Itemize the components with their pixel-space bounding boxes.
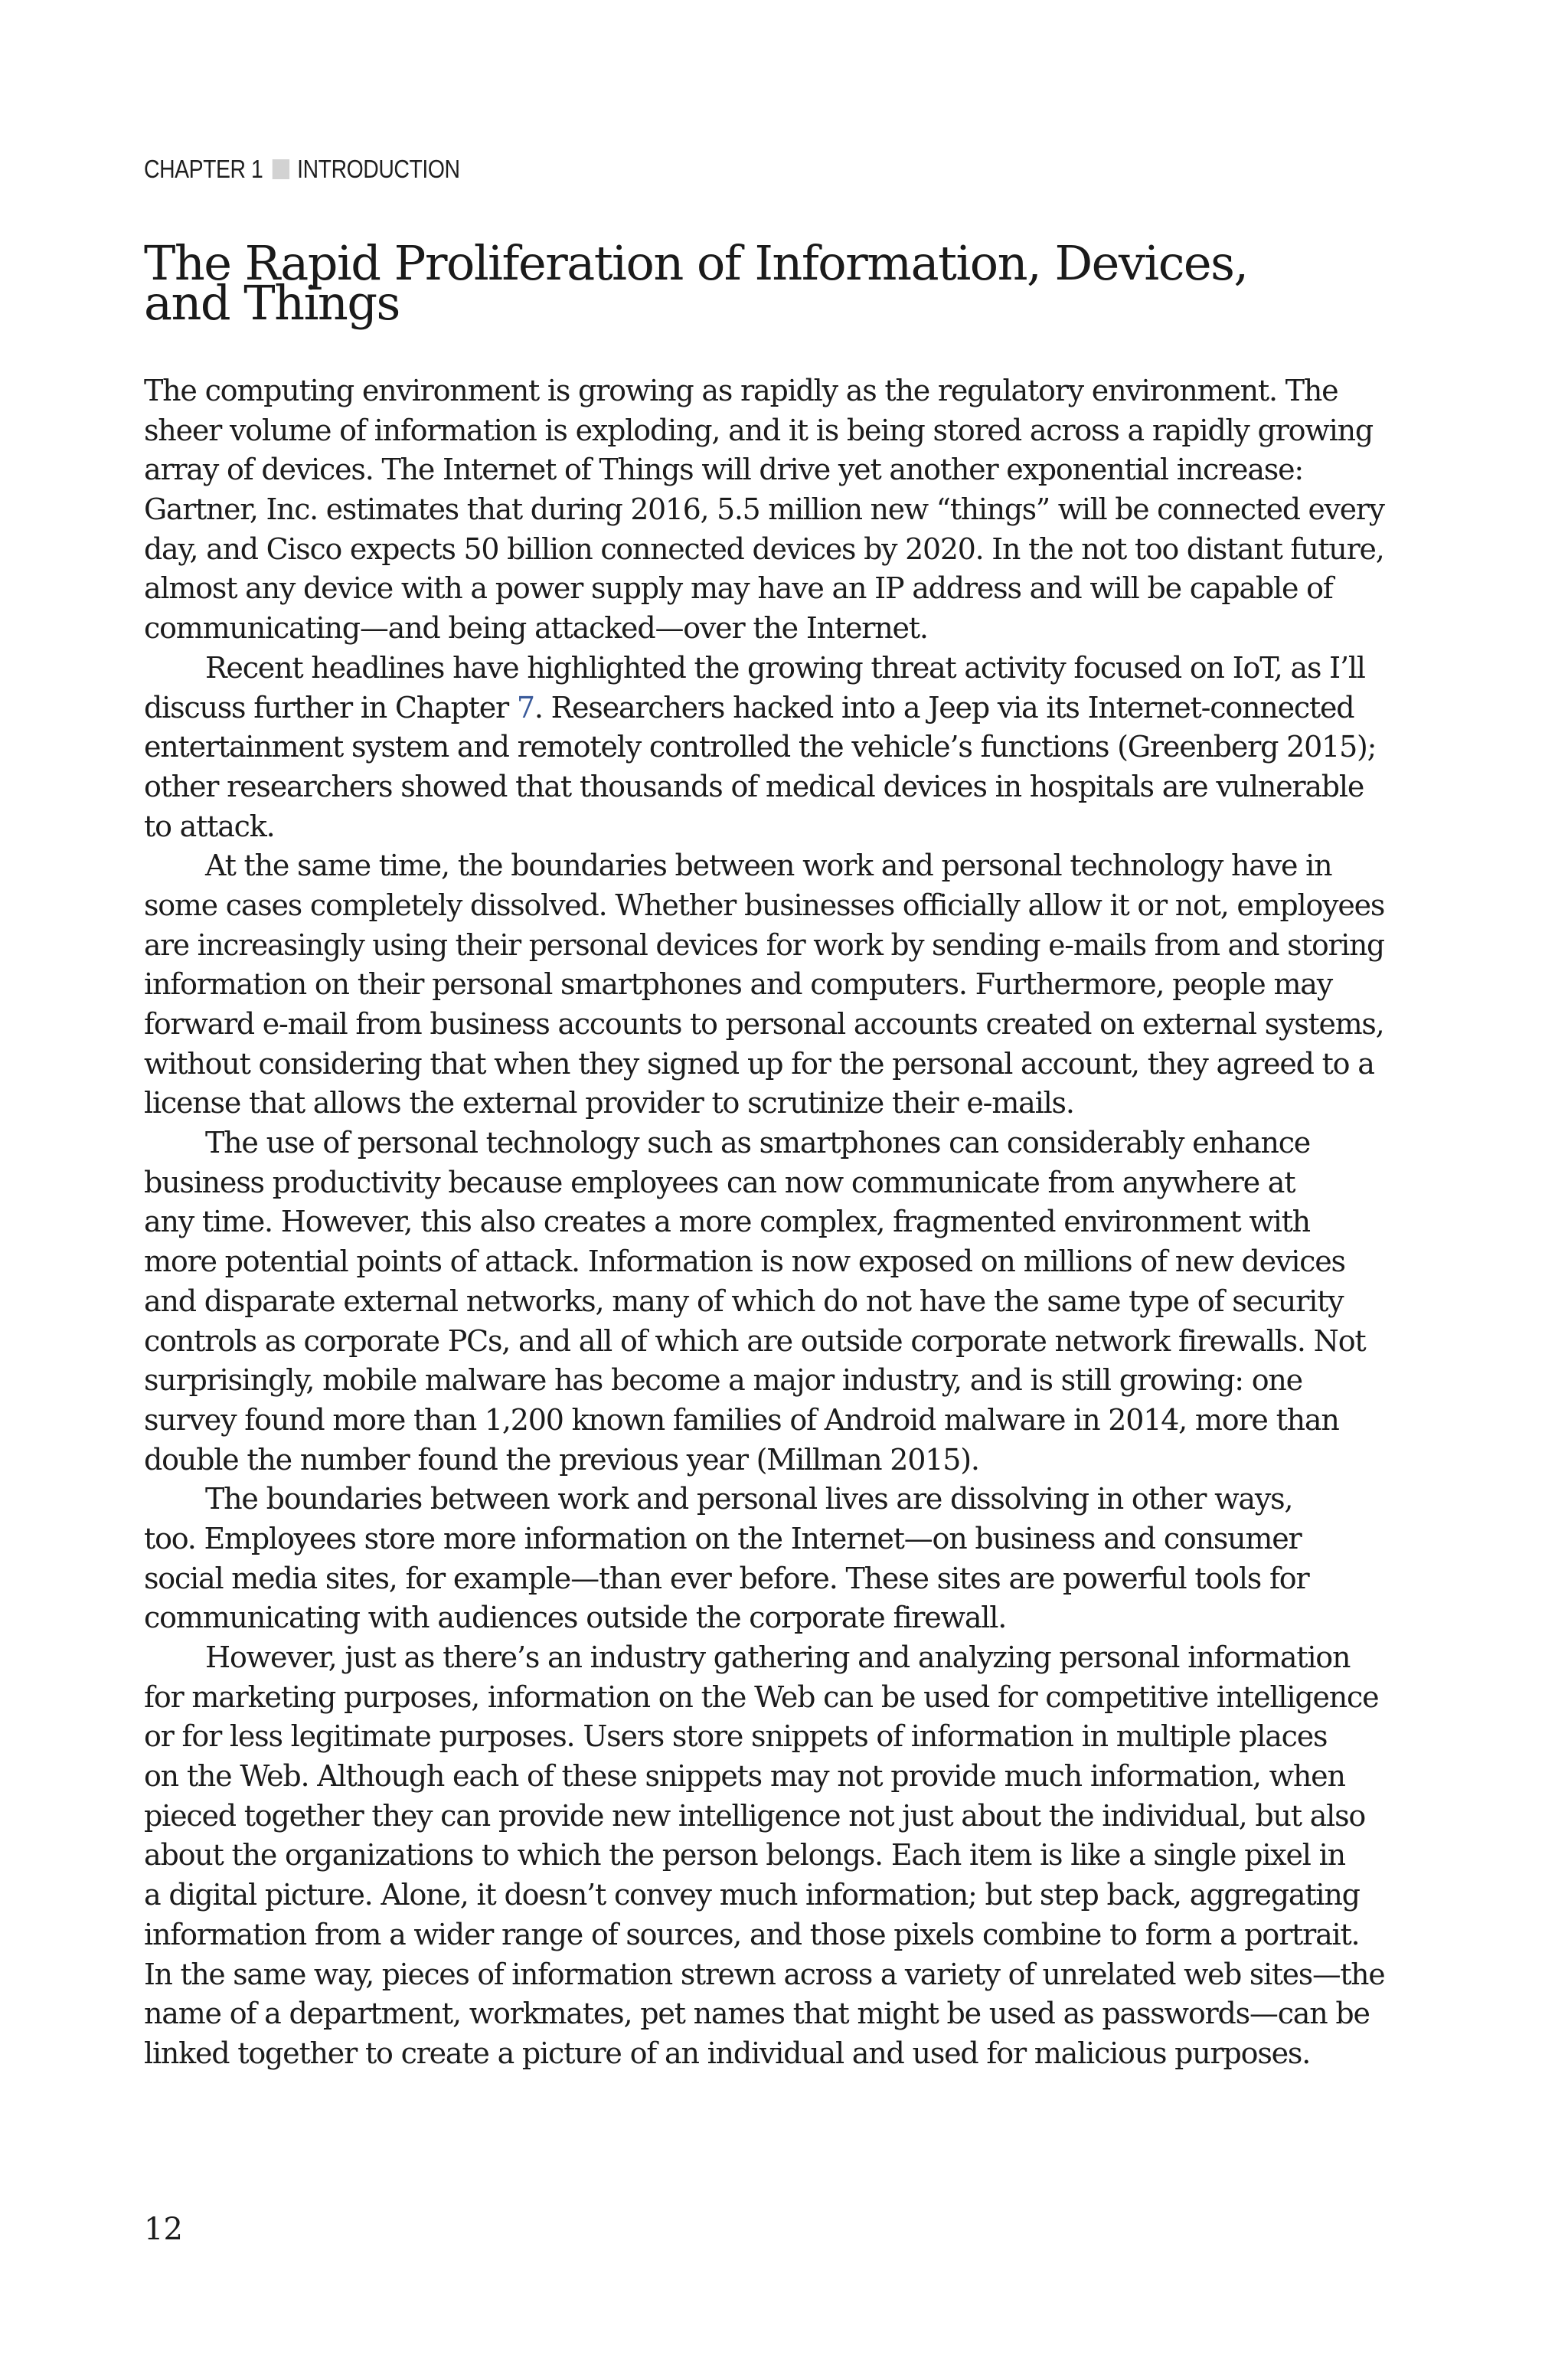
text-line: for marketing purposes, information on the Web can be used for competitive intelligence [144,1680,1379,1714]
paragraph [144,1124,1384,1480]
text-line: controls as corporate PCs, and all of which are outside corporate network firewalls. Not [144,1323,1366,1358]
text-fragment: . Researchers hacked into a Jeep via its Internet-connected [534,690,1354,725]
text-line: business productivity because employees can now communicate from anywhere at [144,1165,1295,1199]
text-line: The boundaries between work and personal lives are dissolving in other ways, [205,1482,1293,1516]
text-line: At the same time, the boundaries between work and personal technology have in [205,849,1332,883]
text-line: survey found more than 1,200 known families of Android malware in 2014, more than [144,1402,1339,1437]
text-line: information on their personal smartphones and computers. Furthermore, people may [144,967,1333,1002]
text-line: double the number found the previous year (Millman 2015). [144,1442,979,1477]
text-line: without considering that when they signed up for the personal account, they agreed to a [144,1046,1374,1081]
section-title-line: and Things [144,274,400,331]
text-line: The computing environment is growing as rapidly as the regulatory environment. The [144,374,1338,407]
text-line: about the organizations to which the person belongs. Each item is like a single pixel in [144,1838,1345,1873]
paragraph [144,1638,1384,2074]
text-line: However, just as there’s an industry gathering and analyzing personal information [205,1640,1351,1674]
text-line: and disparate external networks, many of which do not have the same type of security [144,1284,1344,1318]
text-line: license that allows the external provider to scrutinize their e-mails. [144,1086,1074,1120]
paragraph [144,846,1384,1124]
text-line: are increasingly using their personal devices for work by sending e-mails from and storing [144,927,1384,962]
header-separator-square [272,159,289,179]
text-line: pieced together they can provide new intelligence not just about the individual, but also [144,1798,1366,1833]
text-line: too. Employees store more information on the Internet—on business and consumer [144,1521,1302,1555]
text-line: Recent headlines have highlighted the growing threat activity focused on IoT, as I’ll [205,650,1365,685]
text-line: communicating with audiences outside the corporate firewall. [144,1601,1007,1635]
text-line: a digital picture. Alone, it doesn’t convey much information; but step back, aggregating [144,1878,1360,1912]
paragraph [144,1480,1384,1638]
text-line: more potential points of attack. Information is now exposed on millions of new devices [144,1245,1345,1279]
paragraph [144,649,1384,846]
text-line: other researchers showed that thousands of medical devices in hospitals are vulnerable [144,769,1364,803]
text-line: day, and Cisco expects 50 billion connected devices by 2020. In the not too distant future, [144,532,1384,566]
text-line: or for less legitimate purposes. Users store snippets of information in multiple places [144,1719,1328,1754]
body-text [144,371,1384,2074]
paragraph [144,371,1384,649]
section-title [144,234,1292,331]
text-line: In the same way, pieces of information strewn across a variety of unrelated web sites—the [144,1957,1385,1991]
text-line: linked together to create a picture of an individual and used for malicious purposes. [144,2036,1311,2070]
text-line: social media sites, for example—than ever before. These sites are powerful tools for [144,1561,1309,1595]
section-title-line: The Rapid Proliferation of Information, Devices, [144,235,1248,291]
chapter-7-link[interactable]: 7 [516,690,534,725]
chapter-label: CHAPTER 1 [144,155,263,183]
text-line: entertainment system and remotely controlled the vehicle’s functions (Greenberg 2015); [144,730,1377,764]
text-line: forward e-mail from business accounts to personal accounts created on external systems, [144,1007,1384,1041]
text-line: almost any device with a power supply may have an IP address and will be capable of [144,571,1333,606]
text-line: array of devices. The Internet of Things will drive yet another exponential increase: [144,453,1303,487]
text-line: any time. However, this also creates a more complex, fragmented environment with [144,1205,1310,1239]
text-line: name of a department, workmates, pet names that might be used as passwords—can be [144,1997,1370,2031]
text-line: to attack. [144,809,275,843]
text-line: The use of personal technology such as smartphones can considerably enhance [205,1126,1311,1160]
text-line: surprisingly, mobile malware has become a major industry, and is still growing: one [144,1363,1302,1398]
text-line: some cases completely dissolved. Whether businesses officially allow it or not, employees [144,888,1385,922]
text-line: on the Web. Although each of these snippets may not provide much information, when [144,1759,1345,1794]
text-line: communicating—and being attacked—over the Internet. [144,611,928,646]
text-line-with-xref [144,689,1384,728]
running-header [144,155,460,184]
page-number: 12 [144,2212,183,2247]
section-label: INTRODUCTION [297,155,460,183]
text-fragment: discuss further in Chapter [144,690,517,725]
text-line: sheer volume of information is exploding, and it is being stored across a rapidly growing [144,413,1374,447]
text-line: Gartner, Inc. estimates that during 2016, 5.5 million new “things” will be connected every [144,492,1384,527]
text-line: information from a wider range of sources, and those pixels combine to form a portrait. [144,1917,1360,1951]
